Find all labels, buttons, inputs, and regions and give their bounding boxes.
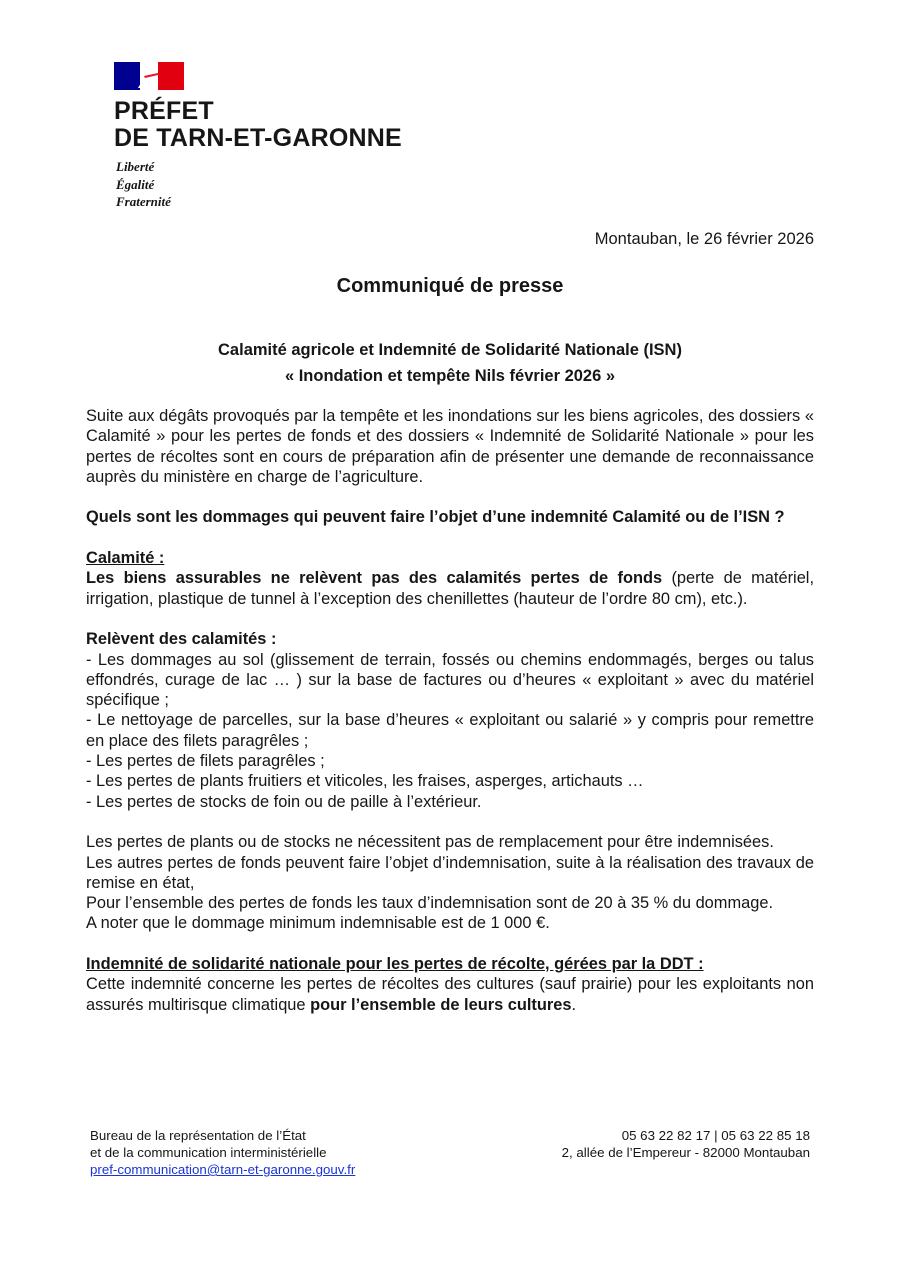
footer-phones: 05 63 22 82 17 | 05 63 22 85 18 [621,1128,810,1143]
footer-email-link[interactable]: pref-communication@tarn-et-garonne.gouv.fr [90,1162,356,1177]
list-item: - Le nettoyage de parcelles, sur la base d’heures « exploitant ou salarié » y compris pour remettre en place des filets paragrêles ; [86,711,814,750]
motto-egalite: Égalité [116,176,155,192]
list-item: - Les pertes de filets paragrêles ; [86,752,325,771]
motto-liberte: Liberté [116,159,155,174]
isn-text-bold: pour l’ensemble de leurs cultures [310,995,572,1014]
list-item: - Les pertes de plants fruitiers et viticoles, les fraises, asperges, artichauts … [86,772,644,791]
subtitle-line-2: « Inondation et tempête Nils février 2026 » [284,367,616,385]
isn-text: Cette indemnité concerne les pertes de récoltes des cultures (sauf prairie) pour les exploitants non assurés multirisque climatique [86,975,814,1014]
footer-address [562,1127,810,1161]
marianne-flag-icon [114,62,184,90]
isn-paragraph [86,974,814,1015]
press-date: Montauban, le 26 février 2026 [594,230,814,248]
footer-contact [90,1127,355,1178]
list-item: - Les dommages au sol (glissement de terrain, fossés ou chemins endommagés, berges ou talus effondrés, curage de lac … ) sur la base de factures ou d’heures « exploitant » avec du matériel spécifique ; [86,650,814,710]
note-paragraph: A noter que le dommage minimum indemnisable est de 1 000 €. [86,914,550,933]
relevent-heading: Relèvent des calamités : [86,630,277,649]
footer-street-address: 2, allée de l’Empereur - 82000 Montauban [561,1145,810,1160]
page-title: Communiqué de presse [336,275,564,297]
assurables-bold: Les biens assurables ne relèvent pas des calamités pertes de fonds [86,569,663,588]
footer-communication: et de la communication interministérielle [90,1145,327,1160]
prefet-line-1: PRÉFET [114,97,214,125]
assurables-rest: (perte de matériel, irrigation, plastique de tunnel à l’exception des chenillettes (hauteur de l’ordre 80 cm), etc.). [86,569,815,608]
prefet-line-2: DE TARN-ET-GARONNE [114,124,402,152]
note-paragraph: Les autres pertes de fonds peuvent faire l’objet d’indemnisation, suite à la réalisation des travaux de remise en état, [86,853,814,892]
assurables-paragraph [86,568,814,609]
isn-text-end: . [571,995,577,1014]
note-paragraph: Pour l’ensemble des pertes de fonds les taux d’indemnisation sont de 20 à 35 % du dommage. [86,894,774,913]
motto-fraternite: Fraternité [116,194,171,209]
flag-blue-band [114,62,140,90]
isn-heading: Indemnité de solidarité nationale pour les pertes de récolte, gérées par la DDT : [86,955,704,974]
flag-red-band [158,62,184,90]
list-item: - Les pertes de stocks de foin ou de paille à l’extérieur. [86,792,482,811]
calamite-heading: Calamité : [86,549,165,568]
press-body [86,406,814,1015]
subtitle-line-1: Calamité agricole et Indemnité de Solidarité Nationale (ISN) [218,341,682,359]
intro-paragraph: Suite aux dégâts provoqués par la tempête et les inondations sur les biens agricoles, des dossiers « Calamité » pour les pertes de fonds et des dossiers « Indemnité de Solidarité Nationale » pour les pertes de récoltes sont en cours de préparation afin de présenter une demande de reconnaissance auprès du ministère en charge de l’agriculture. [86,407,814,486]
press-subtitle [0,337,900,389]
republic-motto [116,158,171,211]
note-paragraph: Les pertes de plants ou de stocks ne nécessitent pas de remplacement pour être indemnisées. [86,833,774,852]
question-heading: Quels sont les dommages qui peuvent faire l’objet d’une indemnité Calamité ou de l’ISN ? [86,508,785,527]
prefecture-name [114,98,402,152]
footer-bureau: Bureau de la représentation de l’État [90,1128,306,1143]
